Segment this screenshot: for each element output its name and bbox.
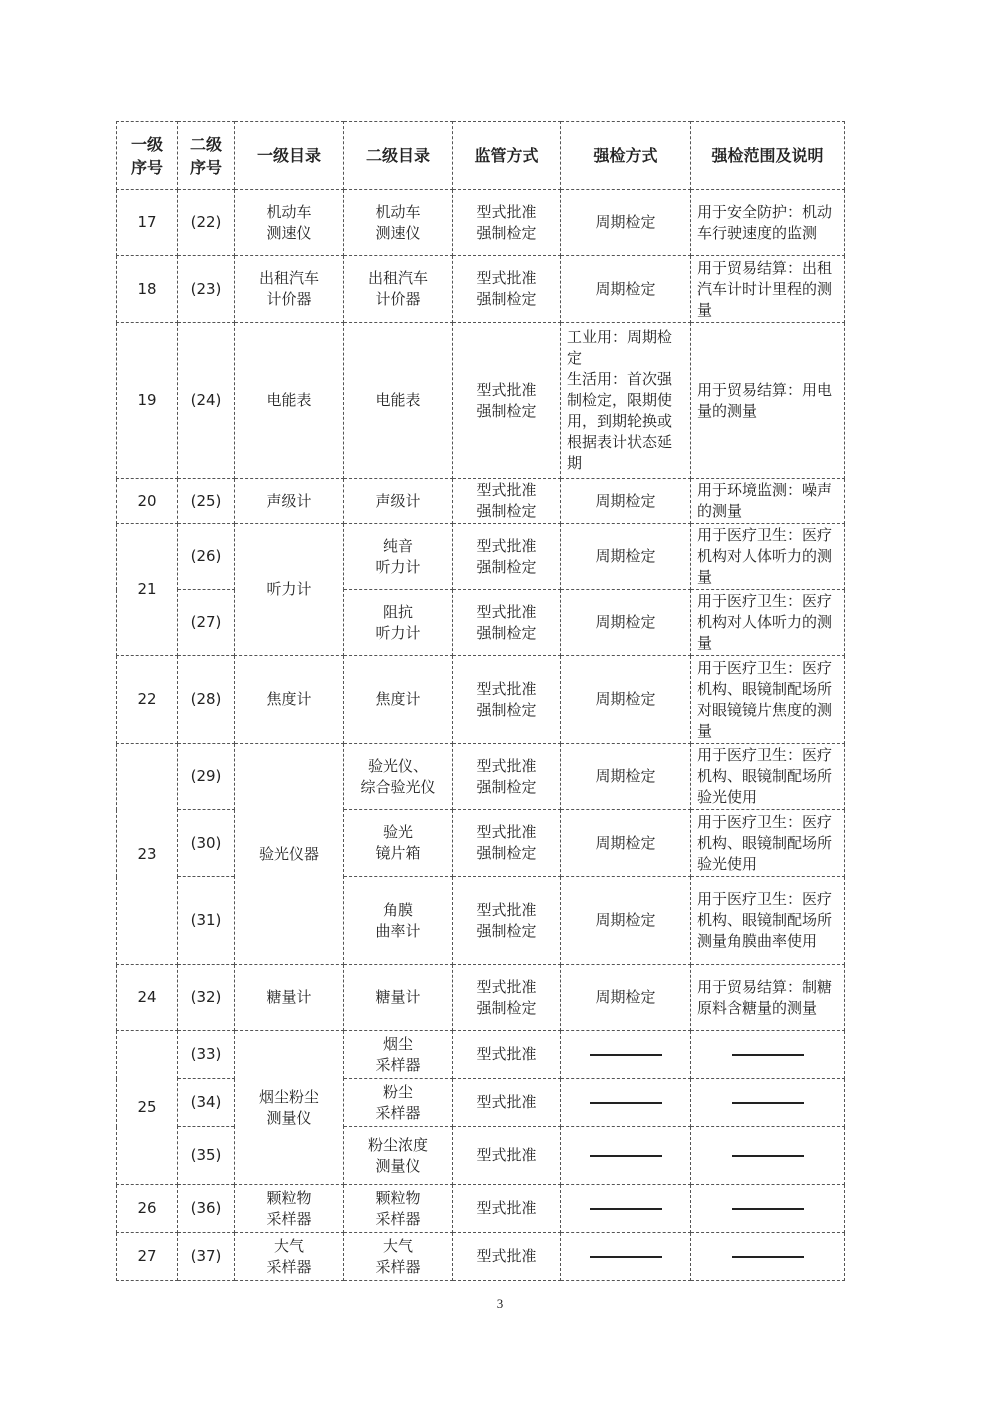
regulation: 型式批准 xyxy=(453,1079,561,1127)
scope: 用于医疗卫生：医疗机构、眼镜制配场所验光使用 xyxy=(691,810,845,877)
regulation: 型式批准 强制检定 xyxy=(453,877,561,965)
level1-catalog: 大气 采样器 xyxy=(235,1233,344,1281)
inspection-mode: 周期检定 xyxy=(561,877,691,965)
inspection-mode: 周期检定 xyxy=(561,590,691,656)
level2-no: (22) xyxy=(178,190,235,256)
inspection-mode-empty xyxy=(561,1233,691,1281)
table-row xyxy=(117,1031,845,1079)
scope: 用于医疗卫生：医疗机构对人体听力的测量 xyxy=(691,590,845,656)
level2-catalog: 焦度计 xyxy=(344,656,453,744)
table-row xyxy=(117,656,845,744)
table-row xyxy=(117,965,845,1031)
level2-no: (27) xyxy=(178,590,235,656)
level2-no: (28) xyxy=(178,656,235,744)
table-row xyxy=(117,1079,845,1127)
header-scope: 强检范围及说明 xyxy=(691,122,845,190)
inspection-mode: 周期检定 xyxy=(561,744,691,810)
level2-catalog: 声级计 xyxy=(344,479,453,524)
level2-no: (34) xyxy=(178,1079,235,1127)
table-row xyxy=(117,877,845,965)
level1-no: 23 xyxy=(117,744,178,965)
level2-catalog: 机动车 测速仪 xyxy=(344,190,453,256)
dash-line xyxy=(732,1155,804,1157)
scope: 用于贸易结算：用电量的测量 xyxy=(691,323,845,479)
level2-catalog: 颗粒物 采样器 xyxy=(344,1185,453,1233)
level2-no: (25) xyxy=(178,479,235,524)
scope: 用于医疗卫生：医疗机构、眼镜制配场所对眼镜镜片焦度的测量 xyxy=(691,656,845,744)
dash-line xyxy=(590,1256,662,1258)
regulation: 型式批准 强制检定 xyxy=(453,323,561,479)
level2-catalog: 电能表 xyxy=(344,323,453,479)
level2-catalog: 阻抗 听力计 xyxy=(344,590,453,656)
regulation: 型式批准 强制检定 xyxy=(453,256,561,323)
regulation: 型式批准 xyxy=(453,1233,561,1281)
header-regulation: 监管方式 xyxy=(453,122,561,190)
dash-line xyxy=(590,1102,662,1104)
table-row xyxy=(117,256,845,323)
inspection-mode-empty xyxy=(561,1079,691,1127)
inspection-mode: 周期检定 xyxy=(561,190,691,256)
level1-no: 17 xyxy=(117,190,178,256)
scope: 用于医疗卫生：医疗机构、眼镜制配场所验光使用 xyxy=(691,744,845,810)
header-level1-catalog: 一级目录 xyxy=(235,122,344,190)
level2-catalog: 糖量计 xyxy=(344,965,453,1031)
inspection-mode: 周期检定 xyxy=(561,656,691,744)
level2-no: (37) xyxy=(178,1233,235,1281)
level2-no: (30) xyxy=(178,810,235,877)
level1-no: 25 xyxy=(117,1031,178,1185)
level2-no: (36) xyxy=(178,1185,235,1233)
header-level2-catalog: 二级目录 xyxy=(344,122,453,190)
header-level2-no: 二级 序号 xyxy=(178,122,235,190)
level1-catalog: 声级计 xyxy=(235,479,344,524)
level2-catalog: 验光 镜片箱 xyxy=(344,810,453,877)
regulation: 型式批准 强制检定 xyxy=(453,190,561,256)
table-row xyxy=(117,590,845,656)
level1-catalog: 焦度计 xyxy=(235,656,344,744)
level1-catalog: 验光仪器 xyxy=(235,744,344,965)
level2-no: (31) xyxy=(178,877,235,965)
inspection-mode: 周期检定 xyxy=(561,810,691,877)
table-row xyxy=(117,1127,845,1185)
dash-line xyxy=(590,1208,662,1210)
level2-catalog: 角膜 曲率计 xyxy=(344,877,453,965)
level2-no: (35) xyxy=(178,1127,235,1185)
level2-catalog: 粉尘浓度 测量仪 xyxy=(344,1127,453,1185)
inspection-mode: 周期检定 xyxy=(561,256,691,323)
level1-catalog: 糖量计 xyxy=(235,965,344,1031)
dash-line xyxy=(732,1256,804,1258)
dash-line xyxy=(732,1208,804,1210)
regulation: 型式批准 强制检定 xyxy=(453,479,561,524)
scope: 用于安全防护：机动车行驶速度的监测 xyxy=(691,190,845,256)
level1-no: 19 xyxy=(117,323,178,479)
regulation: 型式批准 强制检定 xyxy=(453,965,561,1031)
level2-catalog: 出租汽车 计价器 xyxy=(344,256,453,323)
table-row xyxy=(117,479,845,524)
inspection-mode-empty xyxy=(561,1031,691,1079)
inspection-mode: 周期检定 xyxy=(561,524,691,590)
regulation: 型式批准 xyxy=(453,1185,561,1233)
scope-empty xyxy=(691,1233,845,1281)
level2-no: (32) xyxy=(178,965,235,1031)
table-row xyxy=(117,1233,845,1281)
level1-no: 22 xyxy=(117,656,178,744)
scope-empty xyxy=(691,1079,845,1127)
scope-empty xyxy=(691,1031,845,1079)
level1-no: 26 xyxy=(117,1185,178,1233)
page-number: 3 xyxy=(496,1296,504,1311)
level2-no: (33) xyxy=(178,1031,235,1079)
header-inspection-mode: 强检方式 xyxy=(561,122,691,190)
level1-no: 21 xyxy=(117,524,178,656)
level2-no: (23) xyxy=(178,256,235,323)
regulation: 型式批准 强制检定 xyxy=(453,656,561,744)
level1-catalog: 烟尘粉尘 测量仪 xyxy=(235,1031,344,1185)
level2-catalog: 纯音 听力计 xyxy=(344,524,453,590)
table-row xyxy=(117,1185,845,1233)
table-row xyxy=(117,524,845,590)
level2-no: (24) xyxy=(178,323,235,479)
table-row xyxy=(117,744,845,810)
inspection-mode: 周期检定 xyxy=(561,479,691,524)
scope: 用于医疗卫生：医疗机构对人体听力的测量 xyxy=(691,524,845,590)
regulation: 型式批准 强制检定 xyxy=(453,590,561,656)
instrument-table xyxy=(116,121,845,1281)
level1-no: 27 xyxy=(117,1233,178,1281)
level1-catalog: 出租汽车 计价器 xyxy=(235,256,344,323)
scope: 用于环境监测：噪声的测量 xyxy=(691,479,845,524)
inspection-mode-empty xyxy=(561,1185,691,1233)
scope: 用于医疗卫生：医疗机构、眼镜制配场所测量角膜曲率使用 xyxy=(691,877,845,965)
header-level1-no: 一级 序号 xyxy=(117,122,178,190)
level2-catalog: 验光仪、 综合验光仪 xyxy=(344,744,453,810)
scope-empty xyxy=(691,1185,845,1233)
inspection-mode: 工业用：周期检定 生活用：首次强制检定，限期使用，到期轮换或根据表计状态延期 xyxy=(561,323,691,479)
level1-no: 18 xyxy=(117,256,178,323)
inspection-mode: 周期检定 xyxy=(561,965,691,1031)
inspection-mode-empty xyxy=(561,1127,691,1185)
table-row xyxy=(117,190,845,256)
table-row xyxy=(117,810,845,877)
level2-catalog: 烟尘 采样器 xyxy=(344,1031,453,1079)
scope-empty xyxy=(691,1127,845,1185)
regulation: 型式批准 强制检定 xyxy=(453,810,561,877)
level2-no: (29) xyxy=(178,744,235,810)
dash-line xyxy=(732,1054,804,1056)
regulation: 型式批准 强制检定 xyxy=(453,524,561,590)
dash-line xyxy=(590,1054,662,1056)
dash-line xyxy=(590,1155,662,1157)
level1-catalog: 颗粒物 采样器 xyxy=(235,1185,344,1233)
dash-line xyxy=(732,1102,804,1104)
scope: 用于贸易结算：制糖原料含糖量的测量 xyxy=(691,965,845,1031)
level1-catalog: 电能表 xyxy=(235,323,344,479)
header-row xyxy=(117,122,845,190)
level2-catalog: 粉尘 采样器 xyxy=(344,1079,453,1127)
table-row xyxy=(117,323,845,479)
regulation: 型式批准 强制检定 xyxy=(453,744,561,810)
level1-no: 20 xyxy=(117,479,178,524)
regulation: 型式批准 xyxy=(453,1127,561,1185)
regulation: 型式批准 xyxy=(453,1031,561,1079)
level1-catalog: 机动车 测速仪 xyxy=(235,190,344,256)
scope: 用于贸易结算：出租汽车计时计里程的测量 xyxy=(691,256,845,323)
level1-catalog: 听力计 xyxy=(235,524,344,656)
level1-no: 24 xyxy=(117,965,178,1031)
level2-no: (26) xyxy=(178,524,235,590)
level2-catalog: 大气 采样器 xyxy=(344,1233,453,1281)
